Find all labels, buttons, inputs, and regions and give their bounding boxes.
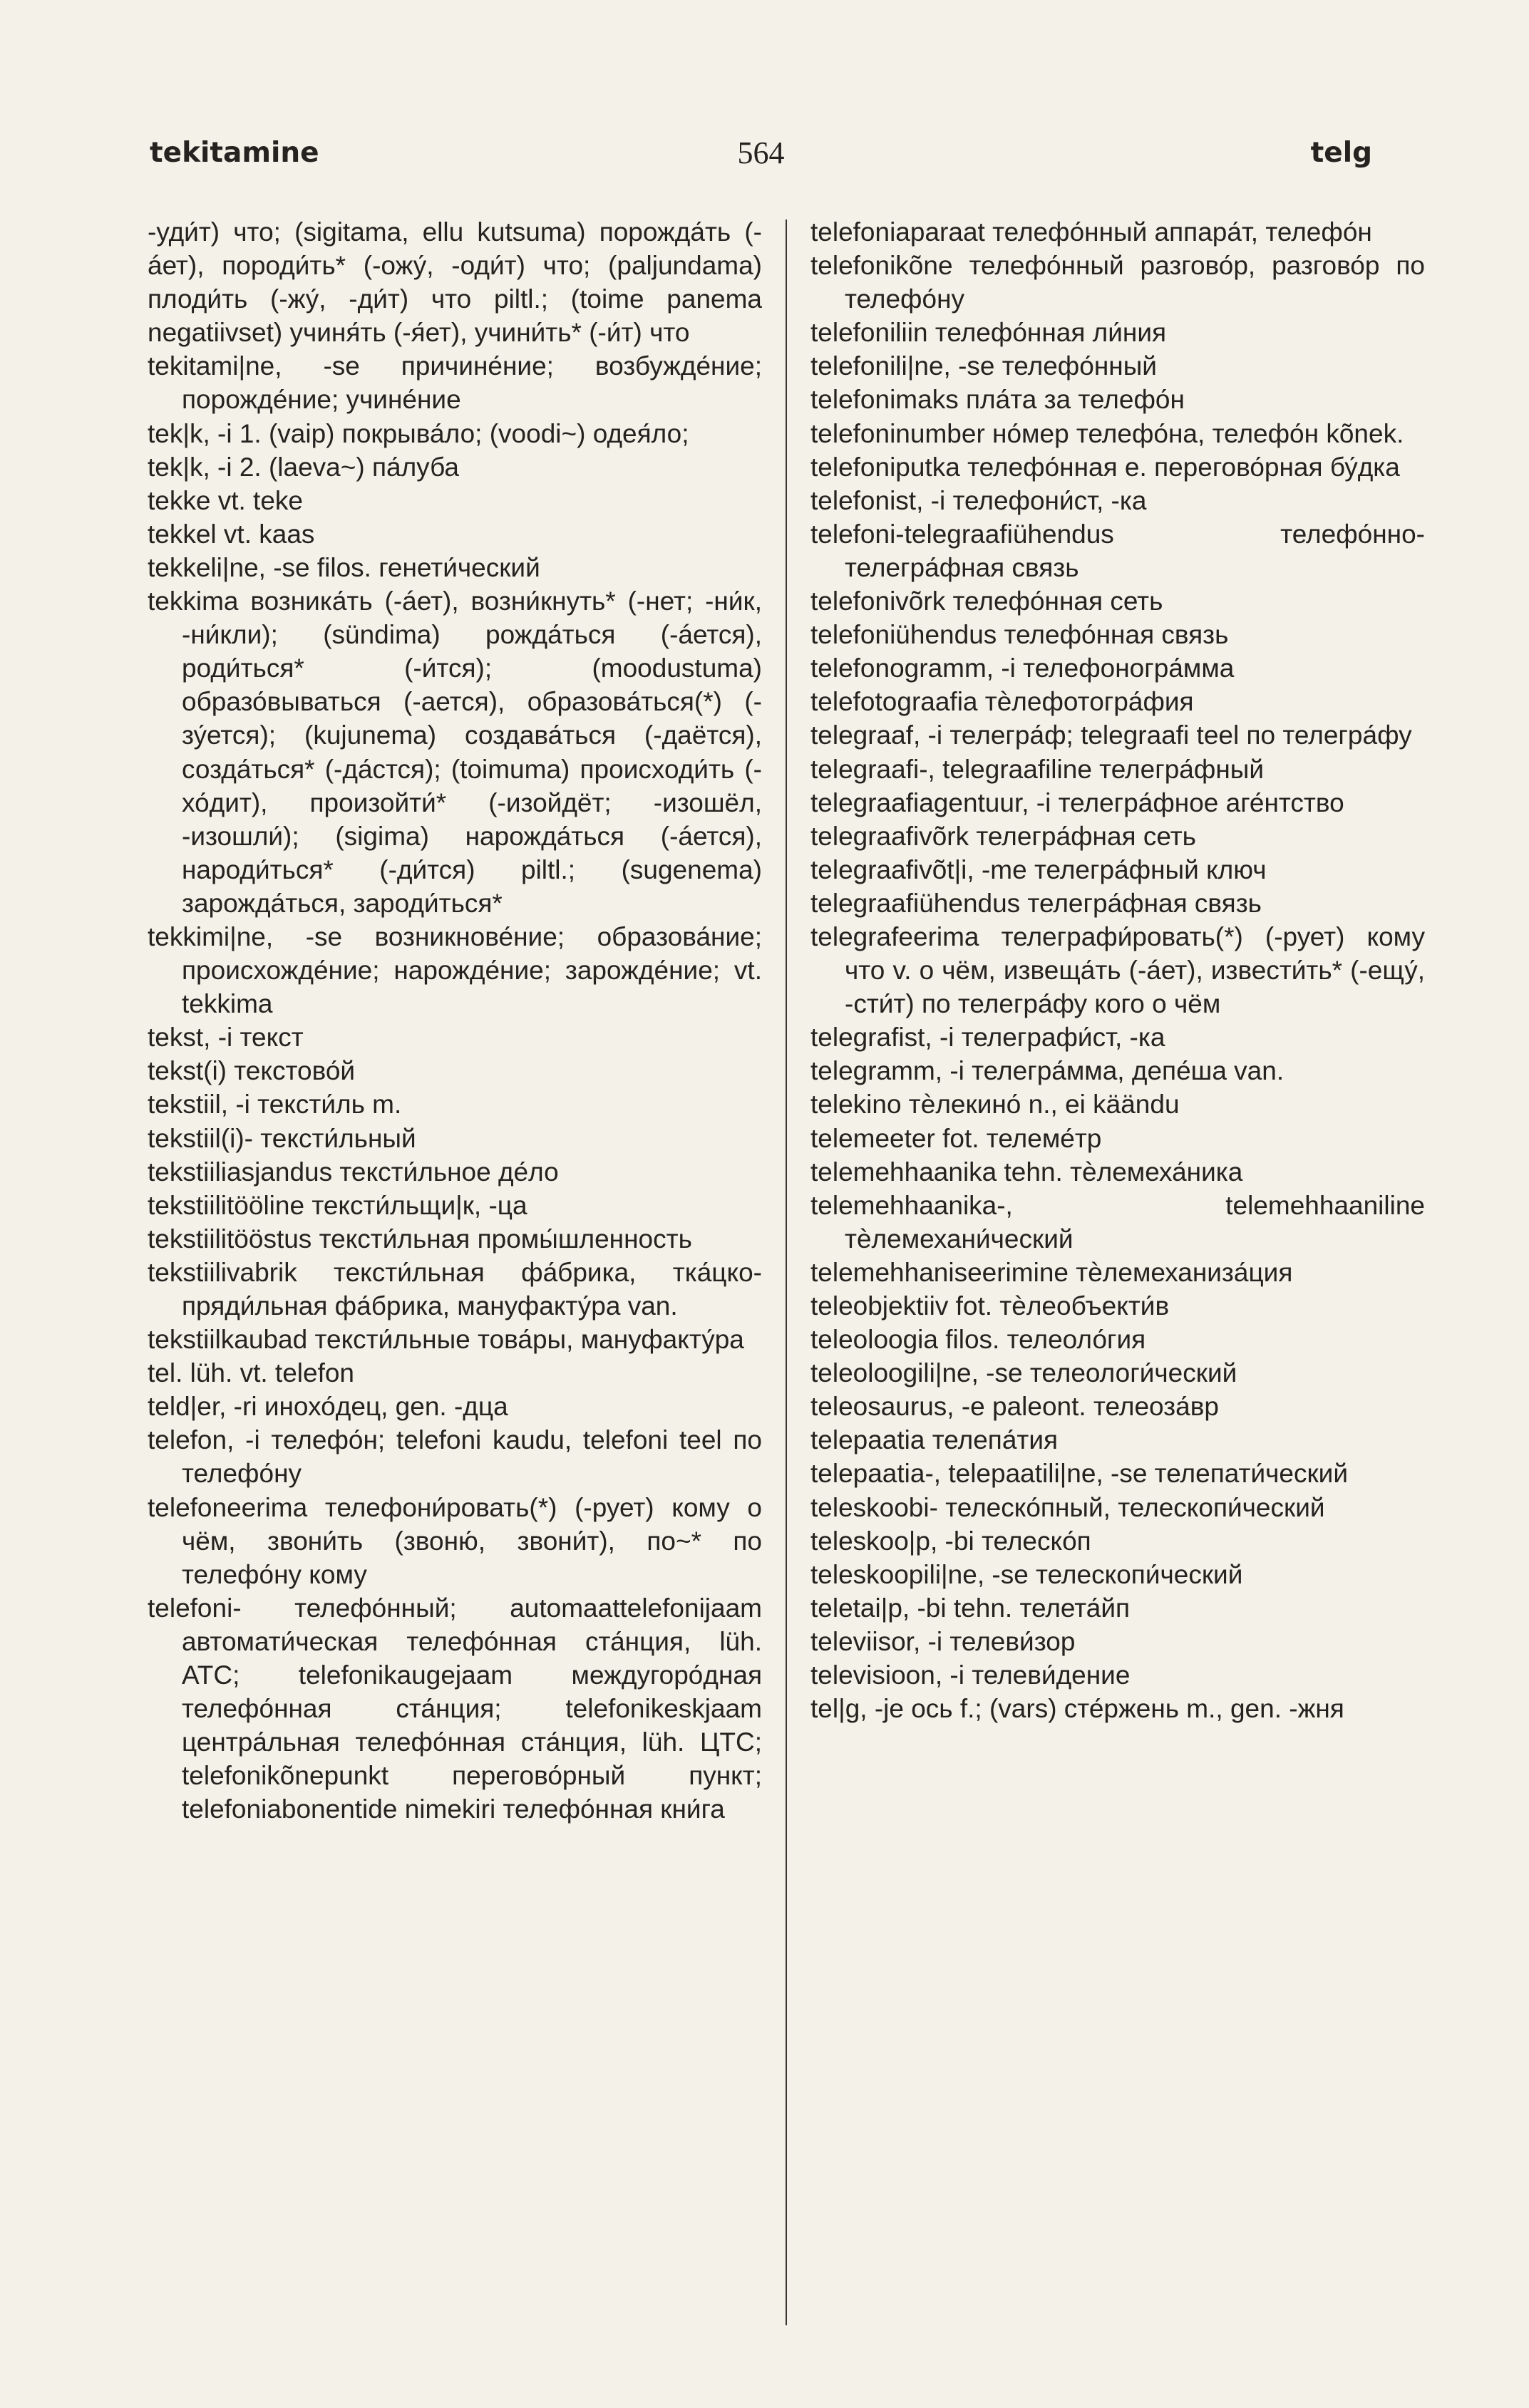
- dictionary-entry: telegrafeerima телеграфи́ровать(*) (-рует) кому что v. о чём, извеща́ть (-áет), извести́ть* (-ещу́, -сти́т) по телегра́фу кого о чём: [810, 921, 1425, 1019]
- dictionary-entry: telekino тѐлекино́ n., ei käändu: [810, 1090, 1180, 1120]
- dictionary-entry: tekitami|ne, -se причине́ние; возбужде́ние; порожде́ние; учине́ние: [148, 351, 762, 415]
- dictionary-entry: tekstiilivabrik тексти́льная фа́брика, тка́цко-пряди́льная фа́брика, мануфакту́ра van.: [148, 1257, 762, 1321]
- dictionary-entry: tekstiilitööline тексти́льщи|к, -ца: [148, 1190, 527, 1220]
- dictionary-entry: telegraafivõrk телегра́фная сеть: [810, 821, 1196, 851]
- dictionary-entry: telemehhaniseerimine тѐлемеханиза́ция: [810, 1257, 1293, 1287]
- dictionary-entry: telegraafi-, telegraafiline телегра́фный: [810, 754, 1265, 784]
- dictionary-entry: telefonikõne телефо́нный разгово́р, разгово́р по телефо́ну: [810, 251, 1425, 314]
- dictionary-entry: teleskoobi- телеско́пный, телескопи́ческий: [810, 1492, 1325, 1522]
- dictionary-entry: telegraafiagentuur, -i телегра́фное аге́нтство: [810, 787, 1344, 817]
- dictionary-entry: teld|er, -ri инохо́дец, gen. -дца: [148, 1392, 508, 1422]
- right-column: [810, 215, 1425, 1725]
- page-number: 564: [737, 135, 785, 170]
- dictionary-entry: -уди́т) что; (sigitama, ellu kutsuma) порожда́ть (-áет), породи́ть* (-ожу́, -оди́т) что; (paljundama) плоди́ть (-жу́, -ди́т) что piltl.; (toime panema negatiivset) учиня́ть (-я́ет), учини́ть* (-и́т) что: [148, 217, 762, 348]
- dictionary-entry: telefoneerima телефони́ровать(*) (-рует) кому о чём, звони́ть (звоню́, звони́т), по~* по телефо́ну кому: [148, 1492, 762, 1589]
- dictionary-entry: teletai|p, -bi tehn. телета́йп: [810, 1593, 1131, 1623]
- dictionary-entry: tel. lüh. vt. telefon: [148, 1358, 355, 1388]
- dictionary-entry: telefoni-telegraafiühendus телефо́нно-телегра́фная связь: [810, 519, 1425, 582]
- dictionary-entry: tekkimi|ne, -se возникнове́ние; образова́ние; происхожде́ние; нарожде́ние; зарожде́ние; vt. tekkima: [148, 921, 762, 1019]
- dictionary-entry: telegramm, -i телегра́мма, депе́ша van.: [810, 1056, 1285, 1086]
- dictionary-entry: teleoloogili|ne, -se телеологи́ческий: [810, 1358, 1237, 1388]
- dictionary-entry: telepaatia телепа́тия: [810, 1425, 1059, 1455]
- dictionary-entry: tel|g, -je ось f.; (vars) сте́ржень m., gen. -жня: [810, 1694, 1344, 1724]
- dictionary-entry: telefotograafia тѐлефотогра́фия: [810, 687, 1194, 717]
- dictionary-entry: tek|k, -i 1. (vaip) покрыва́ло; (voodi~) одея́ло;: [148, 418, 689, 448]
- dictionary-entry: tekkel vt. kaas: [148, 519, 315, 549]
- dictionary-entry: teleskoo|p, -bi телеско́п: [810, 1526, 1091, 1556]
- left-headword: tekitamine: [150, 137, 319, 169]
- dictionary-entry: tekke vt. teke: [148, 485, 303, 515]
- dictionary-entry: tekkima возника́ть (-áет), возни́кнуть* (-нет; -ни́к, -ни́кли); (sündima) рожда́ться (-áется), роди́ться* (-и́тся); (moodustuma) образо́вываться (-ается), образова́ться(*) (-зу́ется); (kujunema) создава́ться (-даётся), созда́ться* (-да́стся); (toimuma) происходи́ть (-хо́дит), произойти́* (-изойдёт; -изошёл, -изошли́); (sigima) нарожда́ться (-áется), народи́ться* (-ди́тся) piltl.; (sugenema) зарожда́ться, зароди́ться*: [148, 587, 762, 918]
- dictionary-entry: telegrafist, -i телеграфи́ст, -ка: [810, 1023, 1165, 1053]
- dictionary-entry: tekkeli|ne, -se filos. генети́ческий: [148, 552, 540, 582]
- dictionary-entry: teleoloogia filos. телеоло́гия: [810, 1325, 1146, 1355]
- dictionary-entry: telemehhaanika-, telemehhaaniline тѐлемехани́ческий: [810, 1190, 1425, 1254]
- right-headword: telg: [1310, 137, 1372, 169]
- dictionary-entry: teleskoopili|ne, -se телескопи́ческий: [810, 1559, 1243, 1589]
- dictionary-entry: telemehhaanika tehn. тѐлемеха́ника: [810, 1157, 1243, 1187]
- dictionary-entry: telegraafiühendus телегра́фная связь: [810, 888, 1262, 918]
- dictionary-entry: tekstiilkaubad тексти́льные това́ры, мануфакту́ра: [148, 1325, 744, 1355]
- dictionary-entry: tekstiil(i)- тексти́льный: [148, 1123, 416, 1153]
- column-divider: [786, 219, 787, 2325]
- dictionary-entry: telefoniaparaat телефо́нный аппара́т, телефо́н: [810, 217, 1372, 247]
- dictionary-entry: televiisor, -i телеви́зор: [810, 1626, 1076, 1656]
- dictionary-entry: telefonogramm, -i телефоногра́мма: [810, 653, 1235, 683]
- dictionary-entry: tek|k, -i 2. (laeva~) па́луба: [148, 452, 460, 482]
- dictionary-entry: telemeeter fot. телеме́тр: [810, 1123, 1102, 1153]
- running-head: [150, 128, 1372, 178]
- dictionary-entry: telefonimaks пла́та за телефо́н: [810, 385, 1185, 415]
- dictionary-entry: tekst, -i текст: [148, 1023, 304, 1053]
- dictionary-entry: telegraaf, -i телегра́ф; telegraafi teel по телегра́фу: [810, 720, 1412, 750]
- dictionary-entry: telefoniputka телефо́нная е. перегово́рная бу́дка: [810, 452, 1400, 482]
- dictionary-entry: telefon, -i телефо́н; telefoni kaudu, telefoni teel по телефо́ну: [148, 1425, 762, 1489]
- dictionary-entry: telefonist, -i телефони́ст, -ка: [810, 485, 1147, 515]
- dictionary-entry: telepaatia-, telepaatili|ne, -se телепати́ческий: [810, 1459, 1349, 1489]
- dictionary-entry: tekstiil, -i тексти́ль m.: [148, 1090, 402, 1120]
- dictionary-entry: televisioon, -i телеви́дение: [810, 1660, 1131, 1690]
- dictionary-entry: telefoniühendus телефо́нная связь: [810, 620, 1229, 650]
- dictionary-entry: telegraafivõt|i, -me телегра́фный ключ: [810, 854, 1267, 884]
- left-column: [148, 215, 762, 1826]
- dictionary-entry: telefoninumber но́мер телефо́на, телефо́н kõnek.: [810, 418, 1404, 448]
- dictionary-entry: teleosaurus, -e paleont. телеоза́вр: [810, 1392, 1219, 1422]
- dictionary-entry: telefoni- телефо́нный; automaattelefonijaam автомати́ческая телефо́нная ста́нция, lüh. АТС; telefonikaugejaam междугоро́дная телефо́нная ста́нция; telefonikeskjaam центра́льная телефо́нная ста́нция, lüh. ЦТС; telefonikõnepunkt перегово́рный пункт; telefoniabonentide nimekiri телефо́нная кни́га: [148, 1593, 762, 1824]
- dictionary-entry: teleobjektiiv fot. тѐлеобъекти́в: [810, 1291, 1170, 1321]
- dictionary-entry: tekstiiliasjandus тексти́льное де́ло: [148, 1157, 559, 1187]
- dictionary-entry: telefoniliin телефо́нная ли́ния: [810, 318, 1167, 348]
- dictionary-entry: telefonivõrk телефо́нная сеть: [810, 587, 1163, 616]
- dictionary-entry: tekstiilitööstus тексти́льная промы́шленность: [148, 1224, 692, 1254]
- dictionary-entry: tekst(i) текстово́й: [148, 1056, 356, 1086]
- dictionary-entry: telefonili|ne, -se телефо́нный: [810, 351, 1157, 381]
